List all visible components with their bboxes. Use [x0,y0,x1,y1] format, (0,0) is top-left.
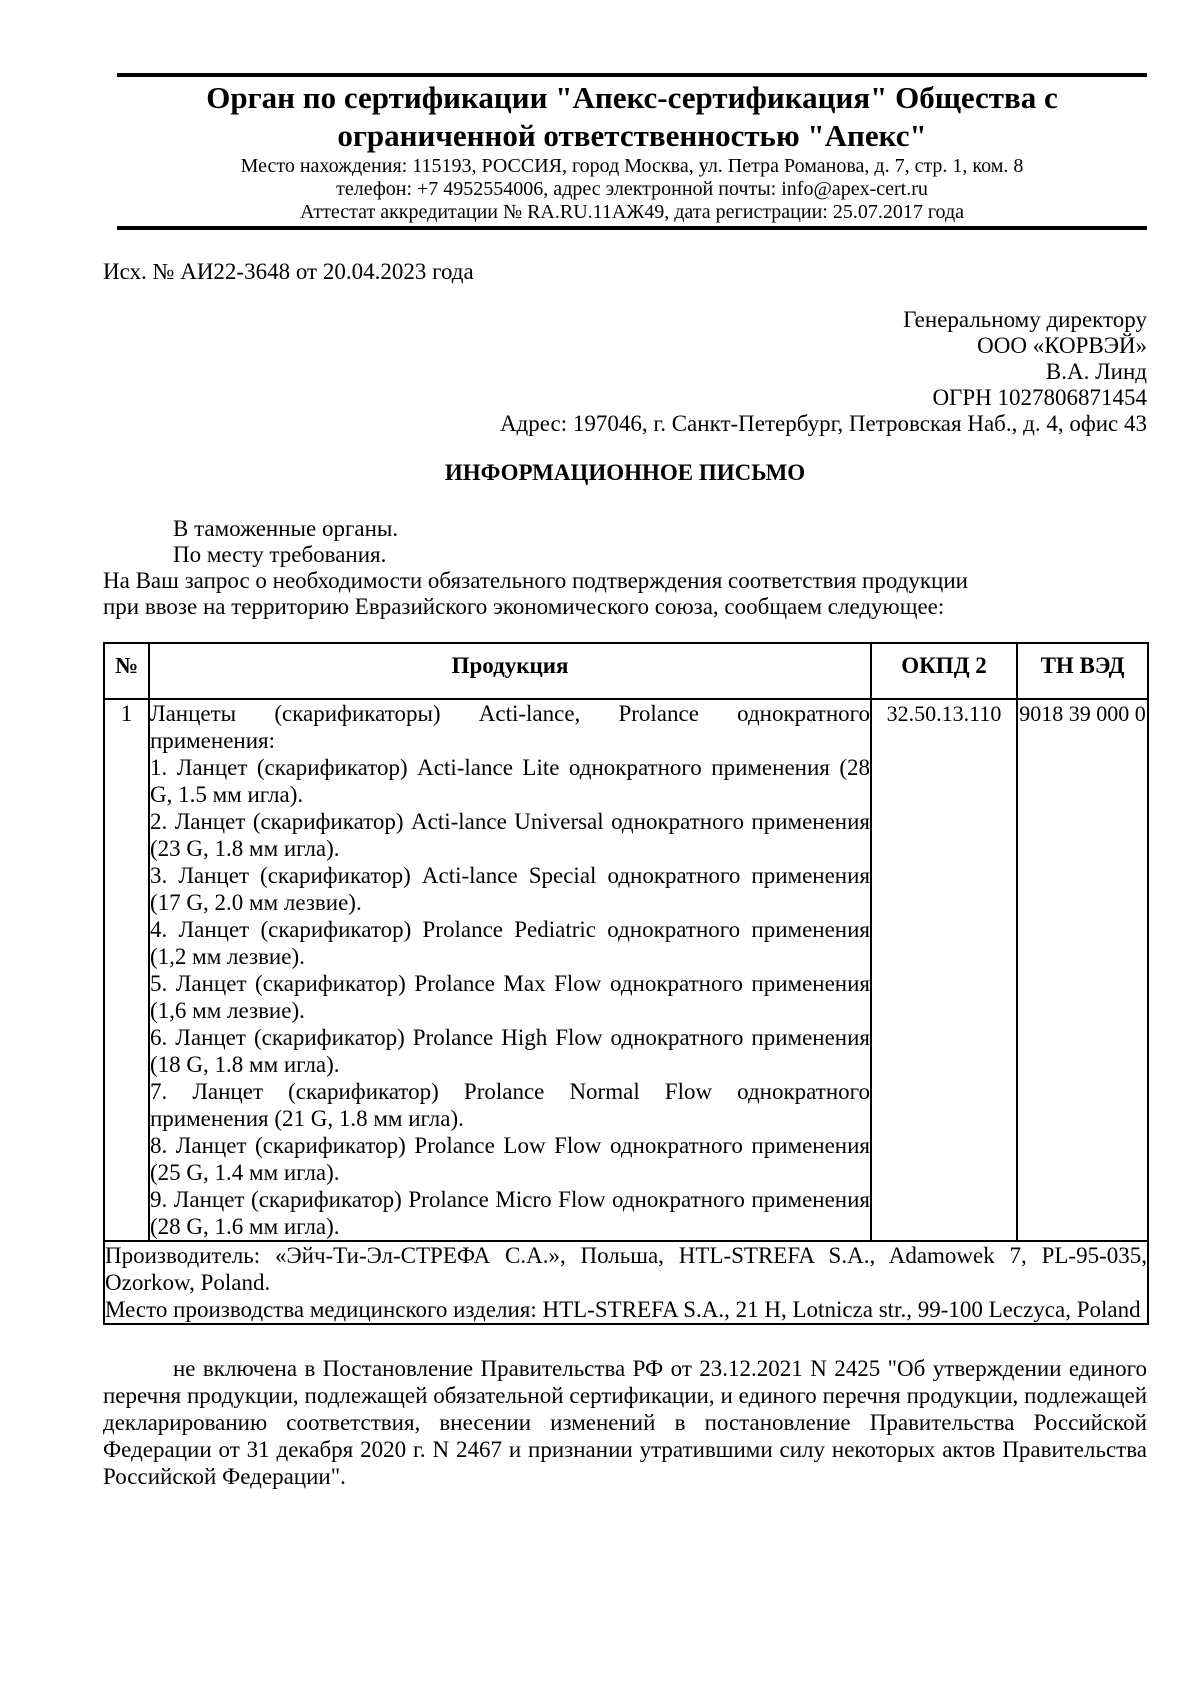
addressee-line: ООО «КОРВЭЙ» [977,333,1147,358]
addressee-line: В.А. Линд [1045,359,1147,384]
intro-line-customs: В таможенные органы. [173,516,399,541]
manufacturer-row [104,1241,1148,1324]
product-item: 2. Ланцет (скарификатор) Acti-lance Universal однократного применения (23 G, 1.8 мм игла). [150,809,870,861]
conclusion-paragraph: не включена в Постановление Правительства РФ от 23.12.2021 N 2425 "Об утверждении единого перечня продукции, подлежащей обязательной сертификации, и единого перечня продукции, подлежащей декларированию соответствия, внесении изменений в постановление Правительства Российской Федерации от 31 декабря 2020 г. N 2467 и признании утратившими силу некоторых актов Правительства Российской Федерации". [103,1356,1147,1489]
product-item: 9. Ланцет (скарификатор) Prolance Micro Flow однократного применения (28 G, 1.6 мм игла). [150,1187,870,1239]
product-item: 6. Ланцет (скарификатор) Prolance High Flow однократного применения (18 G, 1.8 мм игла). [150,1025,870,1077]
outgoing-reference: Исх. № АИ22-3648 от 20.04.2023 года [103,259,474,284]
row-number-cell: 1 [104,699,149,1241]
product-intro-line: Ланцеты (скарификаторы) Acti-lance, Prolance однократного применения: [150,701,870,753]
intro-line-place: По месту требования. [173,542,387,567]
addressee-block [103,307,1147,437]
org-contacts: телефон: +7 4952554006, адрес электронной почты: info@apex-cert.ru [336,178,928,200]
product-item: 1. Ланцет (скарификатор) Acti-lance Lite однократного применения (28 G, 1.5 мм игла). [150,755,870,807]
okpd-value-cell: 32.50.13.110 [871,699,1017,1241]
product-item: 4. Ланцет (скарификатор) Prolance Pediatric однократного применения (1,2 мм лезвие). [150,917,870,969]
org-accreditation: Аттестат аккредитации № RA.RU.11АЖ49, дата регистрации: 25.07.2017 года [299,201,965,223]
product-table [103,642,1149,1325]
product-cell [149,699,871,1241]
tnved-value-cell: 9018 39 000 0 [1017,699,1148,1241]
manufacturer-line: Производитель: «Эйч-Ти-Эл-СТРЕФА С.А.», Польша, HTL-STREFA S.A., Adamowek 7, PL-95-035, Ozorkow, Poland. [105,1243,1147,1295]
column-header-num: № [104,643,149,699]
product-item: 7. Ланцет (скарификатор) Prolance Normal Flow однократного применения (21 G, 1.8 мм игла). [150,1079,870,1131]
document-title: ИНФОРМАЦИОННОЕ ПИСЬМО [444,460,806,485]
column-header-okpd: ОКПД 2 [871,643,1017,699]
product-table-row [104,699,1148,1241]
org-title: Орган по сертификации "Апекс-сертификация" Общества с ограниченной ответственностью "Апекс" [206,80,1058,153]
column-header-tnved: ТН ВЭД [1017,643,1148,699]
production-place-line: Место производства медицинского изделия: HTL-STREFA S.A., 21 H, Lotnicza str., 99-100 Leczyca, Poland [105,1297,1141,1322]
addressee-line: Адрес: 197046, г. Санкт-Петербург, Петровская Наб., д. 4, офис 43 [499,411,1147,436]
addressee-line: Генеральному директору [903,307,1147,332]
intro-block [103,516,1147,620]
product-item: 8. Ланцет (скарификатор) Prolance Low Flow однократного применения (25 G, 1.4 мм игла). [150,1133,870,1185]
product-item: 3. Ланцет (скарификатор) Acti-lance Special однократного применения (17 G, 2.0 мм лезвие). [150,863,870,915]
table-header-row [104,643,1148,699]
letterhead [117,73,1147,230]
column-header-product: Продукция [149,643,871,699]
intro-line-request-2: при ввозе на территорию Евразийского экономического союза, сообщаем следующее: [103,594,945,619]
org-location: Место нахождения: 115193, РОССИЯ, город Москва, ул. Петра Романова, д. 7, стр. 1, ком. 8 [240,155,1024,177]
product-item: 5. Ланцет (скарификатор) Prolance Max Flow однократного применения (1,6 мм лезвие). [150,971,870,1023]
addressee-line: ОГРН 1027806871454 [932,385,1147,410]
intro-line-request-1: На Ваш запрос о необходимости обязательного подтверждения соответствия продукции [103,568,968,593]
manufacturer-cell [104,1241,1148,1324]
